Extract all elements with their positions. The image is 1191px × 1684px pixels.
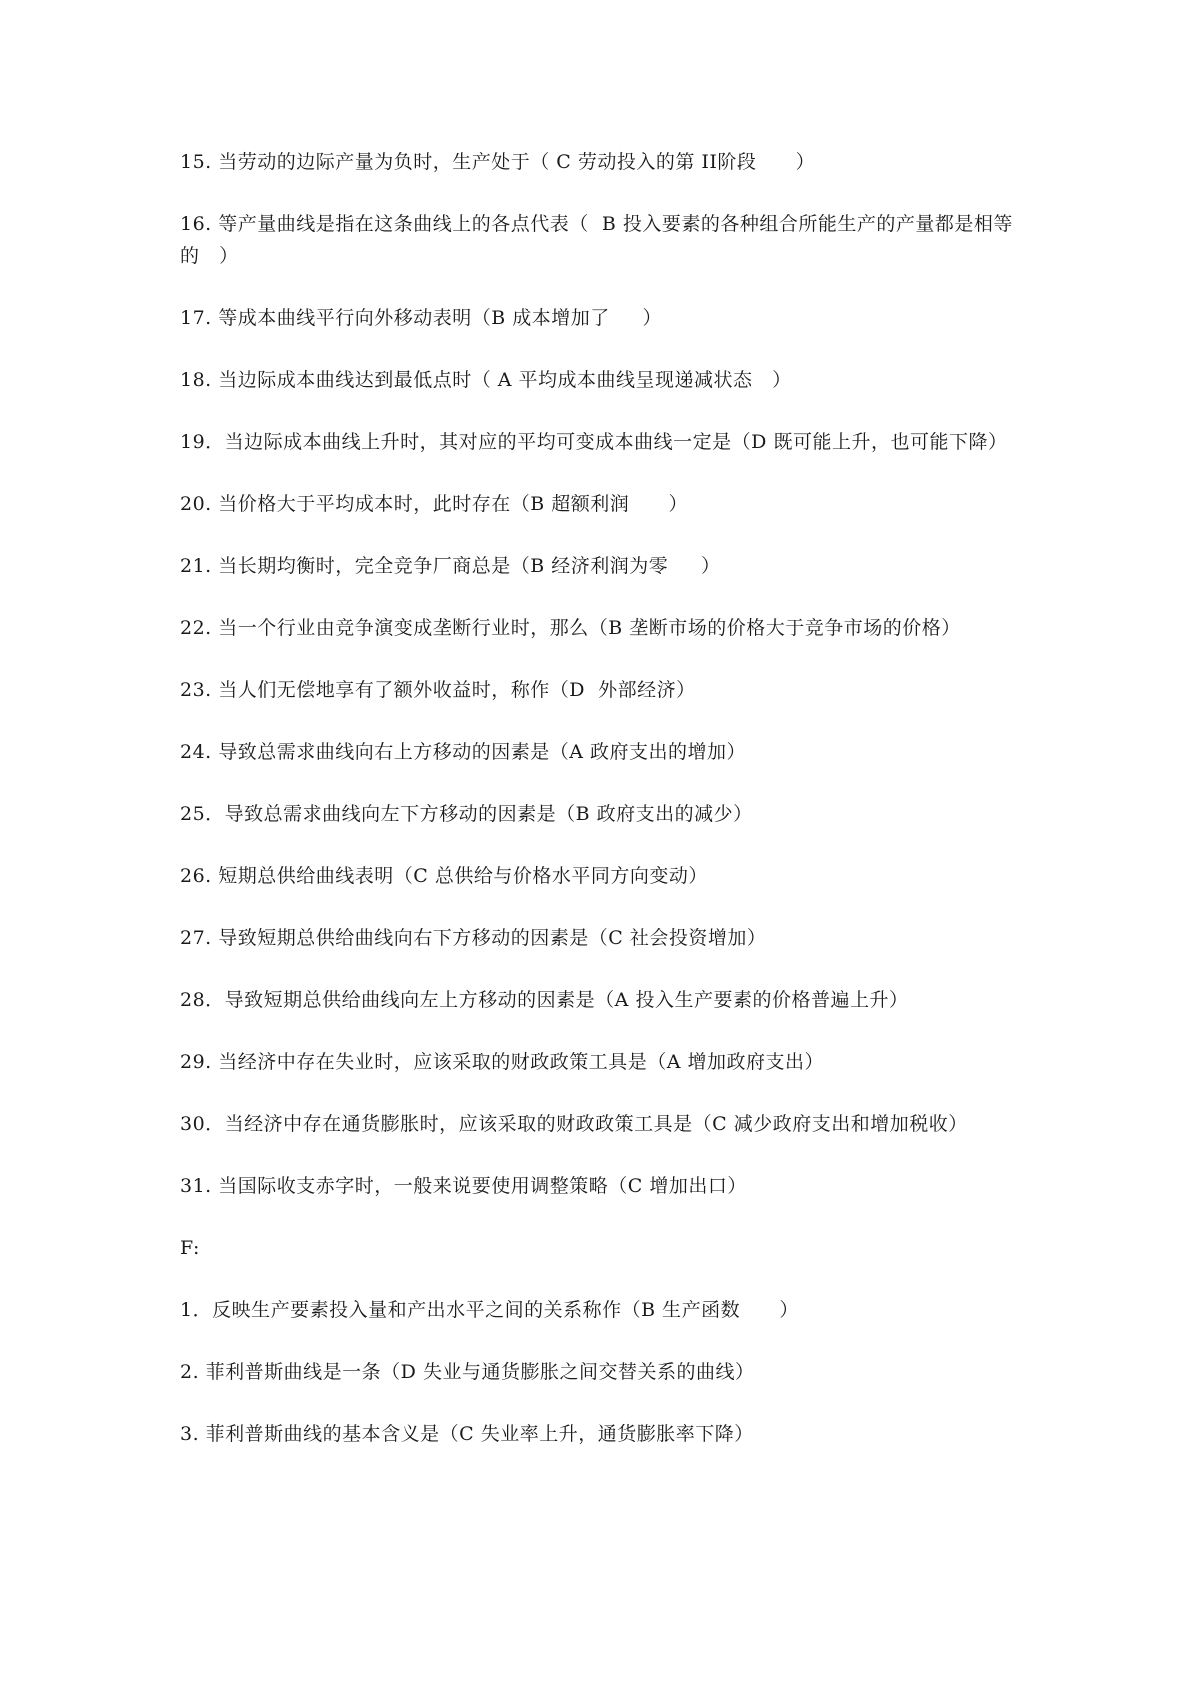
question-24: 24. 导致总需求曲线向右上方移动的因素是（A 政府支出的增加）	[180, 741, 747, 763]
question-30: 30．当经济中存在通货膨胀时，应该采取的财政政策工具是（C 减少政府支出和增加税收）	[180, 1113, 968, 1135]
question-21: 21. 当长期均衡时，完全竞争厂商总是（B 经济利润为零 ）	[180, 555, 721, 577]
question-18: 18. 当边际成本曲线达到最低点时（ A 平均成本曲线呈现递减状态 ）	[180, 369, 792, 391]
section-heading-f: F:	[180, 1237, 200, 1259]
question-15: 15. 当劳动的边际产量为负时，生产处于（ C 劳动投入的第 II阶段 ）	[180, 151, 816, 173]
question-22: 22. 当一个行业由竞争演变成垄断行业时，那么（B 垄断市场的价格大于竞争市场的价格）	[180, 617, 961, 639]
question-f2: 2. 菲利普斯曲线是一条（D 失业与通货膨胀之间交替关系的曲线）	[180, 1361, 755, 1383]
question-f1: 1．反映生产要素投入量和产出水平之间的关系称作（B 生产函数 ）	[180, 1299, 799, 1321]
question-23: 23. 当人们无偿地享有了额外收益时，称作（D 外部经济）	[180, 679, 696, 701]
question-17: 17. 等成本曲线平行向外移动表明（B 成本增加了 ）	[180, 307, 662, 329]
question-29: 29. 当经济中存在失业时，应该采取的财政政策工具是（A 增加政府支出）	[180, 1051, 825, 1073]
question-f3: 3. 菲利普斯曲线的基本含义是（C 失业率上升，通货膨胀率下降）	[180, 1423, 754, 1445]
question-19: 19．当边际成本曲线上升时，其对应的平均可变成本曲线一定是（D 既可能上升，也可能下降）	[180, 431, 1008, 453]
question-25: 25．导致总需求曲线向左下方移动的因素是（B 政府支出的减少）	[180, 803, 753, 825]
question-26: 26. 短期总供给曲线表明（C 总供给与价格水平同方向变动）	[180, 865, 708, 887]
question-list	[180, 146, 1020, 1480]
question-31: 31. 当国际收支赤字时，一般来说要使用调整策略（C 增加出口）	[180, 1175, 747, 1197]
question-28: 28．导致短期总供给曲线向左上方移动的因素是（A 投入生产要素的价格普遍上升）	[180, 989, 909, 1011]
question-16: 16. 等产量曲线是指在这条曲线上的各点代表（ B 投入要素的各种组合所能生产的产量都是相等的 ）	[180, 213, 1013, 267]
question-27: 27. 导致短期总供给曲线向右下方移动的因素是（C 社会投资增加）	[180, 927, 767, 949]
question-20: 20. 当价格大于平均成本时，此时存在（B 超额利润 ）	[180, 493, 688, 515]
